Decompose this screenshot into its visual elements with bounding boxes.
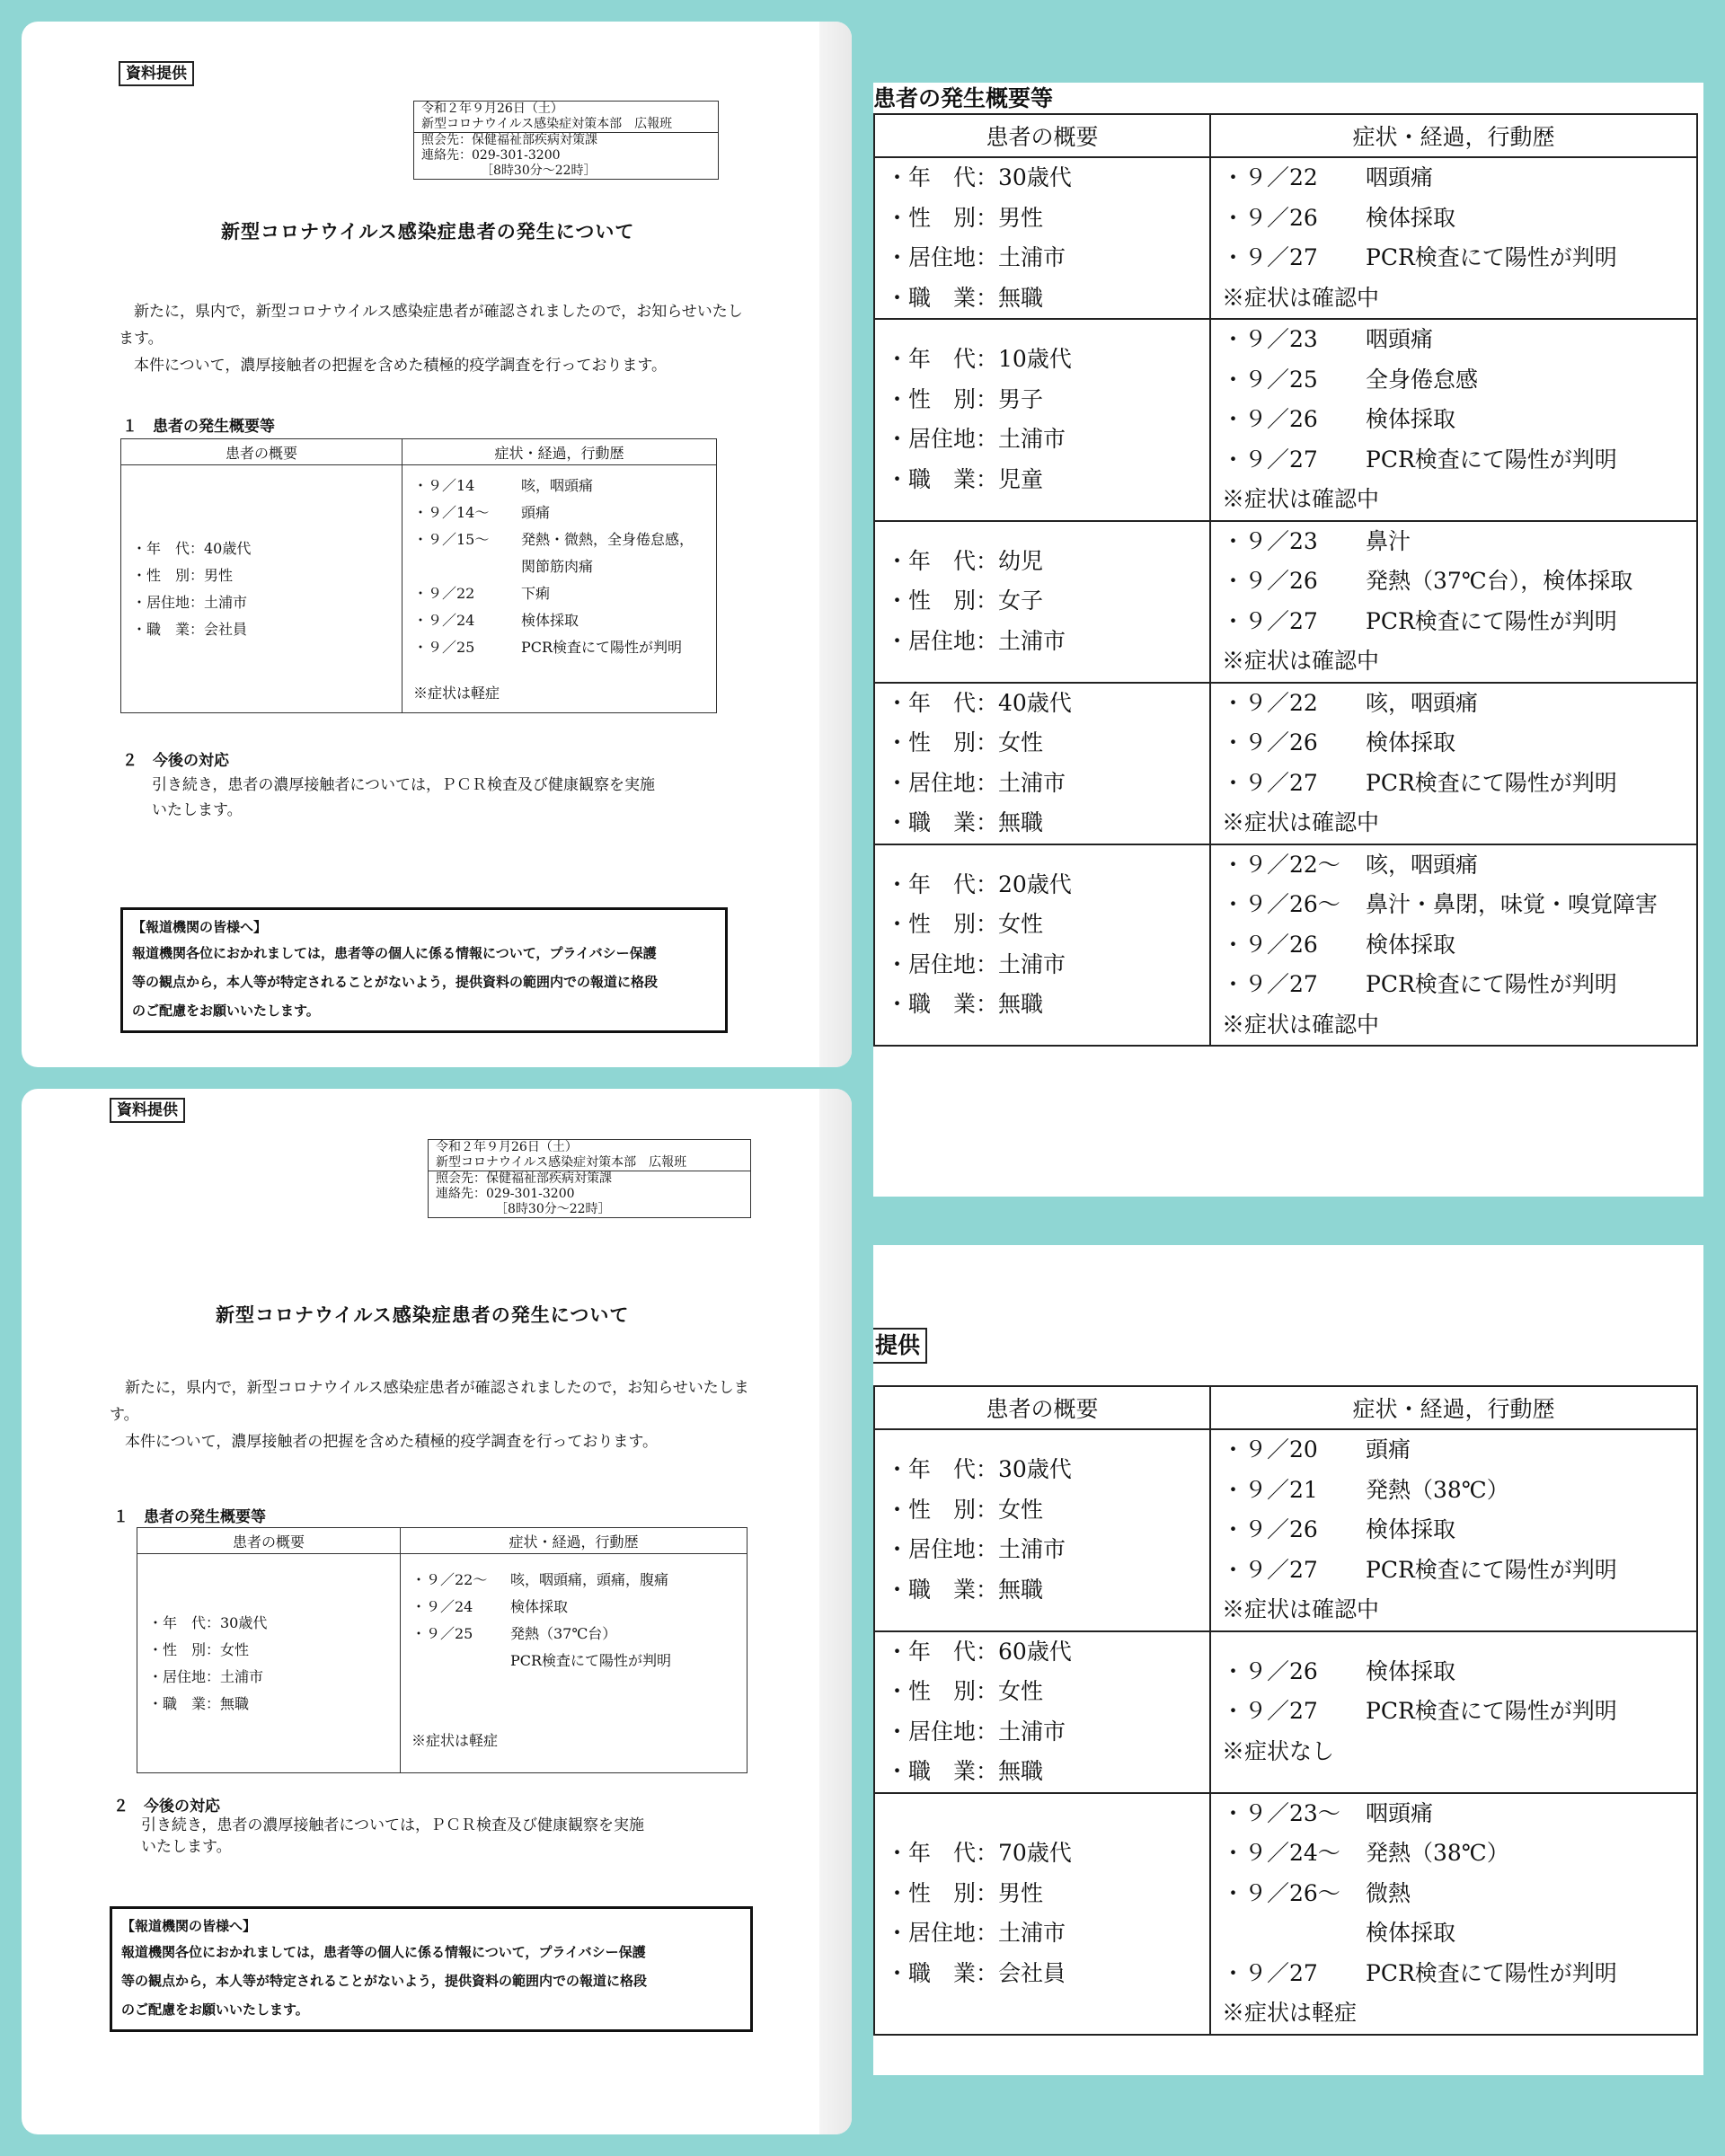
col-summary-header: 患者の概要 xyxy=(874,1386,1210,1429)
patient-table xyxy=(120,438,717,713)
section-2-body: 引き続き，患者の濃厚接触者については，ＰＣＲ検査及び健康観察を実施 いたします。 xyxy=(152,776,655,819)
table-row: ・年 代：40歳代 ・性 別：女性 ・居住地：土浦市 ・職 業：無職 ・９／22 咳，咽頭痛 ・９／26 検体採取 ・９／27 PCR検査にて陽性が判明 ※症状は確認中 xyxy=(874,683,1697,844)
patient-summary-cell: ・年 代：30歳代 ・性 別：女性 ・居住地：土浦市 ・職 業：無職 xyxy=(137,1554,401,1773)
media-notice-box: 【報道機関の皆様へ】 報道機関各位におかれましては，患者等の個人に係る情報について，プライバシー保護 等の観点から，本人等が特定されることがないよう，提供資料の範囲内での報道に格段 のご配慮をお願いいたします。 xyxy=(110,1906,753,2032)
doc-tag: 資料提供 xyxy=(119,61,194,86)
section-1-heading: １ 患者の発生概要等 xyxy=(113,1508,266,1526)
contact-tel: 連絡先：029-301-3200 xyxy=(421,148,561,163)
date-line: 令和２年９月26日（土） xyxy=(421,102,563,116)
col-summary-header: 患者の概要 xyxy=(874,114,1210,157)
symptom-note: ※症状は確認中 xyxy=(1222,1596,1380,1622)
media-notice-box: 【報道機関の皆様へ】 報道機関各位におかれましては，患者等の個人に係る情報について，プライバシー保護 等の観点から，本人等が特定されることがないよう，提供資料の範囲内での報道に格段 のご配慮をお願いいたします。 xyxy=(120,907,728,1033)
contact-dept: 照会先：保健福祉部疾病対策課 xyxy=(414,132,718,148)
intro-line-2: 本件について，濃厚接触者の把握を含めた積極的疫学調査を行っております。 xyxy=(134,357,667,375)
symptom-note: ※症状は軽症 xyxy=(1222,2000,1358,2026)
symptom-row: 関節筋肉痛 xyxy=(521,558,594,575)
symptom-note: ※症状は軽症 xyxy=(413,685,500,702)
issuer-info-box: 令和２年９月26日（土） 新型コロナウイルス感染症対策本部 広報班 照会先：保健福祉部疾病対策課 連絡先：029-301-3200 ［8時30分～22時］ xyxy=(428,1139,751,1218)
symptom-row: ・９／24 検体採取 xyxy=(411,1598,569,1615)
table-row: ・年 代：20歳代 ・性 別：女性 ・居住地：土浦市 ・職 業：無職 ・９／22～ 咳，咽頭痛 ・９／26～ 鼻汁・鼻閉，味覚・嗅覚障害 ・９／26 検体採取 ・９／27 PCR検査にて陽性が判明 ※症状は確認中 xyxy=(874,844,1697,1047)
col-summary-header: 患者の概要 xyxy=(121,439,402,465)
symptom-row: ・９／14 咳，咽頭痛 xyxy=(413,477,594,494)
page-shadow xyxy=(819,1089,852,2134)
document-title: 新型コロナウイルス感染症患者の発生について xyxy=(221,220,635,243)
symptom-note: ※症状は軽症 xyxy=(411,1732,499,1749)
symptom-note: ※症状は確認中 xyxy=(1222,284,1380,311)
symptom-note: ※症状は確認中 xyxy=(1222,809,1380,835)
symptom-row: ・９／25 PCR検査にて陽性が判明 xyxy=(413,639,683,656)
col-symptoms-header: 症状・経過，行動歴 xyxy=(1210,114,1697,157)
symptom-row: ・９／22 下痢 xyxy=(413,585,551,602)
patient-residence: ・居住地：土浦市 xyxy=(132,593,248,611)
doc-tag: 資料提供 xyxy=(110,1098,185,1123)
doc-tag-partial: 提供 xyxy=(873,1328,927,1364)
zoomed-patient-table-2 xyxy=(873,1385,1698,2036)
table-row: ・年 代：30歳代 ・性 別：男性 ・居住地：土浦市 ・職 業：無職 ・９／22 咽頭痛 ・９／26 検体採取 ・９／27 PCR検査にて陽性が判明 ※症状は確認中 xyxy=(874,157,1697,319)
press-release-document-1 xyxy=(22,22,852,1067)
col-symptoms-header: 症状・経過，行動歴 xyxy=(1210,1386,1697,1429)
patient-table: 患者の概要 症状・経過，行動歴 ・年 代：30歳代 ・性 別：女性 ・居住地：土浦市 ・職 業：無職 ・９／22～ 咳，咽頭痛，頭痛，腹痛 ・９／24 検体採取 ・９／25 発熱（37℃台） PCR検査にて陽性が判明 ※症状は軽症 xyxy=(137,1527,748,1773)
intro-paragraph: 新たに，県内で，新型コロナウイルス感染症患者が確認されましたので，お知らせいたします。 本件について，濃厚接触者の把握を含めた積極的疫学調査を行っております。 xyxy=(110,1379,749,1451)
intro-paragraph xyxy=(119,298,748,379)
table-row: ・年 代：10歳代 ・性 別：男子 ・居住地：土浦市 ・職 業：児童 ・９／23 咽頭痛 ・９／25 全身倦怠感 ・９／26 検体採取 ・９／27 PCR検査にて陽性が判明 ※症状は確認中 xyxy=(874,319,1697,521)
symptom-cell xyxy=(402,465,717,713)
symptom-row: ・９／24 検体採取 xyxy=(413,612,579,629)
patient-summary-cell xyxy=(121,465,402,713)
symptom-note: ※症状なし xyxy=(1222,1737,1335,1764)
symptom-row: ・９／25 発熱（37℃台） xyxy=(411,1625,617,1642)
patient-job: ・職 業：会社員 xyxy=(132,620,248,638)
symptom-row: PCR検査にて陽性が判明 xyxy=(510,1652,672,1669)
press-release-document-2 xyxy=(22,1089,852,2134)
section-2-heading: ２ 今後の対応 xyxy=(113,1798,220,1816)
issuer: 新型コロナウイルス感染症対策本部 広報班 xyxy=(421,117,673,131)
symptom-note: ※症状は確認中 xyxy=(1222,486,1380,512)
table-row: ・年 代：30歳代 ・性 別：女性 ・居住地：土浦市 ・職 業：無職 ・９／20 頭痛 ・９／21 発熱（38℃） ・９／26 検体採取 ・９／27 PCR検査にて陽性が判明 ※症状は確認中 xyxy=(874,1429,1697,1631)
panel-heading: 患者の発生概要等 xyxy=(873,85,1054,111)
symptom-row: ・９／14～ 頭痛 xyxy=(413,504,551,521)
table-row: ・年 代：幼児 ・性 別：女子 ・居住地：土浦市 ・９／23 鼻汁 ・９／26 発熱（37℃台），検体採取 ・９／27 PCR検査にて陽性が判明 ※症状は確認中 xyxy=(874,521,1697,683)
zoomed-patient-table-1 xyxy=(873,113,1698,1047)
section-2-body: 引き続き，患者の濃厚接触者については，ＰＣＲ検査及び健康観察を実施 いたします。 xyxy=(141,1816,644,1856)
contact-hours: ［8時30分～22時］ xyxy=(481,163,597,178)
intro-line-1: 新たに，県内で，新型コロナウイルス感染症患者が確認されましたので，お知らせいたします。 xyxy=(119,303,743,348)
symptom-note: ※症状は確認中 xyxy=(1222,648,1380,674)
symptom-cell xyxy=(401,1554,748,1773)
document-title: 新型コロナウイルス感染症患者の発生について xyxy=(216,1303,630,1326)
patient-age: ・年 代：40歳代 xyxy=(132,539,252,557)
section-2-heading: ２ 今後の対応 xyxy=(122,752,229,770)
table-row: ・年 代：60歳代 ・性 別：女性 ・居住地：土浦市 ・職 業：無職 ・９／26 検体採取 ・９／27 PCR検査にて陽性が判明 ※症状なし xyxy=(874,1631,1697,1793)
issuer-info-box xyxy=(413,101,719,180)
page-shadow xyxy=(819,22,852,1067)
table-row: ・年 代：70歳代 ・性 別：男性 ・居住地：土浦市 ・職 業：会社員 ・９／23～ 咽頭痛 ・９／24～ 発熱（38℃） ・９／26～ 微熱 検体採取 ・９／27 PCR検査にて陽性が判明 ※症状は軽症 xyxy=(874,1793,1697,2035)
symptom-note: ※症状は確認中 xyxy=(1222,1011,1380,1038)
patient-sex: ・性 別：男性 xyxy=(132,566,234,584)
symptom-row: ・９／15～ 発熱・微熱，全身倦怠感， xyxy=(413,531,694,548)
notice-heading: 【報道機関の皆様へ】 xyxy=(132,919,268,935)
symptom-row: ・９／22～ 咳，咽頭痛，頭痛，腹痛 xyxy=(411,1571,669,1588)
section-1-heading: １ 患者の発生概要等 xyxy=(122,418,275,436)
col-symptoms-header: 症状・経過，行動歴 xyxy=(402,439,717,465)
